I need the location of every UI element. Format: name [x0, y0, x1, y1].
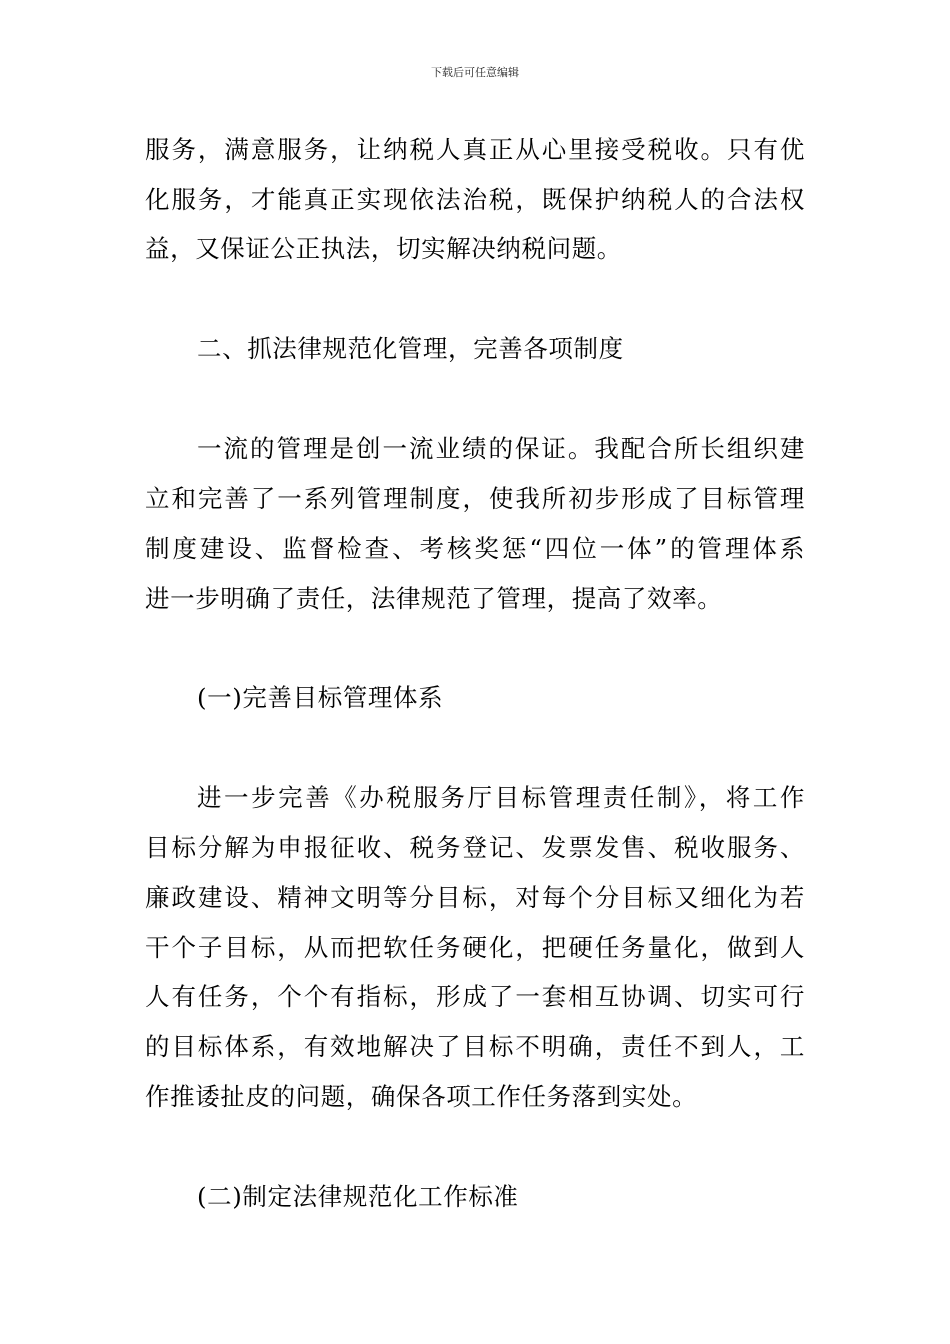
subsection-heading-2: (二)制定法律规范化工作标准 — [197, 1182, 519, 1211]
paragraph-2-line-1: 一流的管理是创一流业绩的保证。我配合所长组织建 — [197, 434, 805, 463]
paragraph-3-line-1: 进一步完善《办税服务厅目标管理责任制》，将工作 — [197, 783, 805, 812]
paragraph-3-line-3: 廉政建设、精神文明等分目标，对每个分目标又细化为若 — [145, 883, 805, 912]
paragraph-1-line-3: 益，又保证公正执法，切实解决纳税问题。 — [145, 234, 622, 263]
paragraph-2-line-2: 立和完善了一系列管理制度，使我所初步形成了目标管理 — [145, 484, 805, 513]
paragraph-3-line-4: 干个子目标，从而把软任务硬化，把硬任务量化，做到人 — [145, 933, 805, 962]
paragraph-2-line-3: 制度建设、监督检查、考核奖惩“四位一体”的管理体系 — [145, 534, 805, 563]
paragraph-3-line-6: 的目标体系，有效地解决了目标不明确，责任不到人，工 — [145, 1032, 805, 1061]
paragraph-3-line-2: 目标分解为申报征收、税务登记、发票发售、税收服务、 — [145, 833, 805, 862]
subsection-heading-1: (一)完善目标管理体系 — [197, 683, 444, 712]
paragraph-3-line-7: 作推诿扯皮的问题，确保各项工作任务落到实处。 — [145, 1082, 698, 1111]
paragraph-3-line-5: 人有任务，个个有指标，形成了一套相互协调、切实可行 — [145, 982, 805, 1011]
paragraph-1-line-1: 服务，满意服务，让纳税人真正从心里接受税收。只有优 — [145, 135, 805, 164]
section-heading-2: 二、抓法律规范化管理，完善各项制度 — [197, 334, 624, 363]
paragraph-2-line-4: 进一步明确了责任，法律规范了管理，提高了效率。 — [145, 584, 723, 613]
paragraph-1-line-2: 化服务，才能真正实现依法治税，既保护纳税人的合法权 — [145, 185, 805, 214]
page-header: 下载后可任意编辑 — [431, 66, 519, 79]
